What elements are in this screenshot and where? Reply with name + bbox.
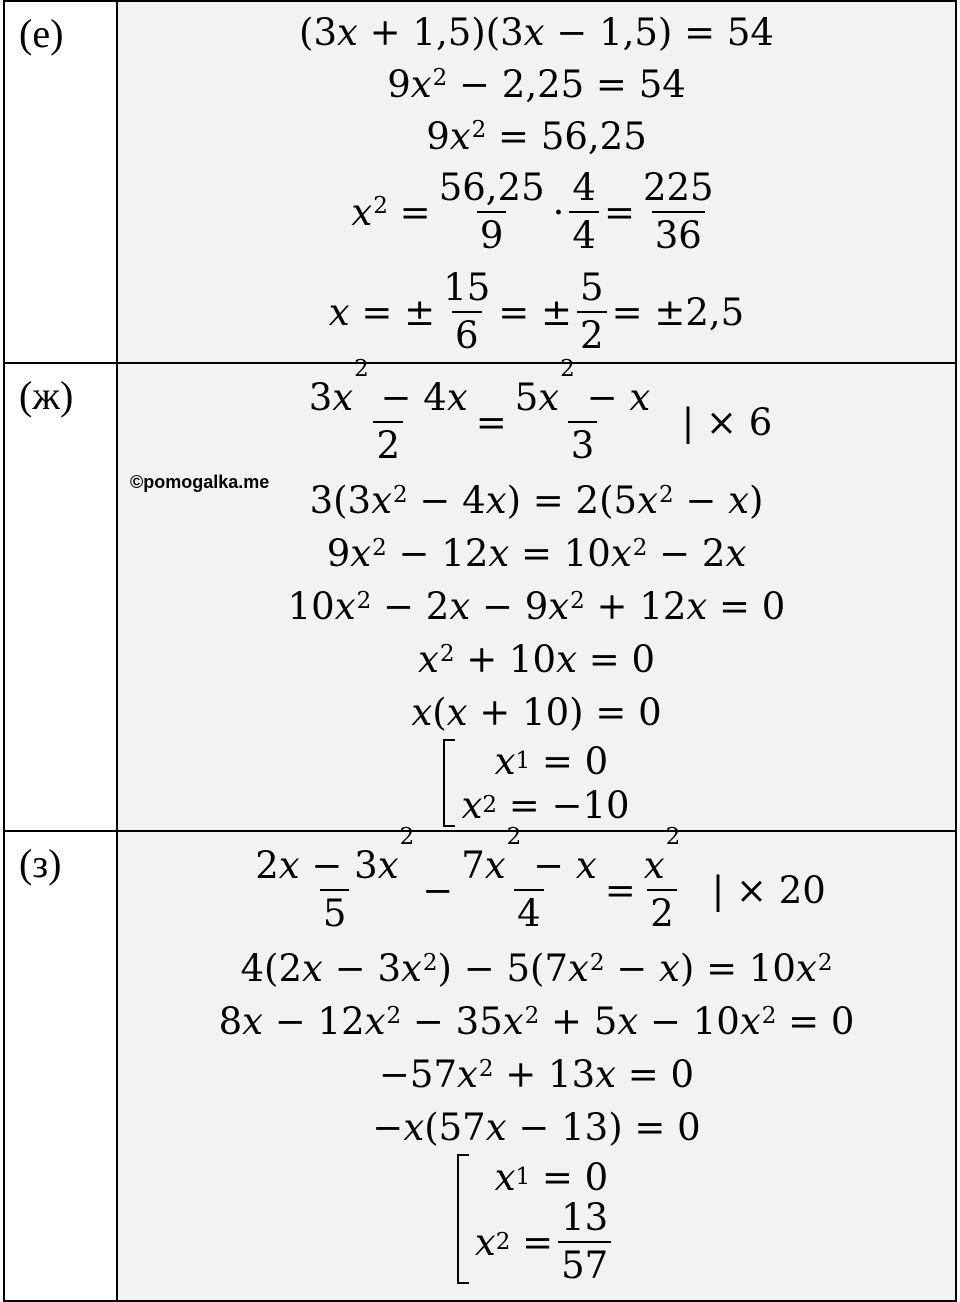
- eq-e-2: 9 x $^2$ − 2,25 = 54: [387, 62, 686, 106]
- eq-z-5: − x (57 x − 13) = 0: [372, 1106, 701, 1149]
- eq-zh-2: 3(3 x $^2$ − 4 x ) = 2(5 x $^2$ − x ): [309, 479, 764, 522]
- eq-e-5: x = ± $\frac{15}{6}$ = ± $\frac{5}{2}$ = ±2,5: [328, 266, 745, 357]
- root-zh-2: x 2 = −10: [461, 783, 630, 827]
- row-e: [4, 1, 956, 363]
- work-zh: [117, 356, 956, 831]
- eq-zh-4: 10 x $^2$ − 2 x − 9 x $^2$ + 12 x = 0: [287, 585, 786, 628]
- bracket-zh: [443, 739, 455, 827]
- row-zh: [4, 363, 956, 831]
- eq-z-2: 4(2 x − 3 x $^2$ ) − 5(7 x $^2$ − x ) = 10 x $^2$: [240, 947, 833, 990]
- eq-zh-1: $\frac{3x^2 - 4x}{2}$ = $\frac{5x^2 - x}{3}$ | × 6: [308, 356, 773, 467]
- solution-table: [3, 0, 957, 1302]
- eq-e-3: 9 x $^2$ = 56,25: [426, 114, 647, 158]
- row-label-z: (з): [4, 831, 117, 1301]
- bracket-z: [457, 1154, 469, 1284]
- work-e: [117, 1, 956, 363]
- root-z-1: x 1 = 0: [494, 1155, 609, 1199]
- eq-zh-5: x $^2$ + 10 x = 0: [417, 638, 656, 681]
- root-z-2: x 2 = $\frac{13}{57}$: [475, 1200, 616, 1284]
- eq-e-1: (3 x + 1,5)(3 x − 1,5) = 54: [299, 10, 774, 54]
- eq-z-3: 8 x − 12 x $^2$ − 35 x $^2$ + 5 x − 10 x $^2$ = 0: [218, 1000, 855, 1043]
- system-z: [457, 1154, 616, 1287]
- row-label-zh: (ж): [4, 363, 117, 831]
- root-zh-1: x 1 = 0: [494, 739, 609, 783]
- eq-zh-3: 9 x $^2$ − 12 x = 10 x $^2$ − 2 x: [326, 532, 747, 575]
- watermark: ©pomogalka.me: [130, 472, 270, 492]
- system-zh: [443, 739, 629, 827]
- row-z: [4, 831, 956, 1301]
- eq-zh-6: x ( x + 10) = 0: [411, 691, 662, 734]
- work-z: [117, 824, 956, 1301]
- row-label-e: (е): [4, 1, 117, 363]
- eq-z-1: $\frac{2x - 3x^2}{5}$ − $\frac{7x^2 - x}{4}$ = $\frac{x^2}{2}$ | × 20: [255, 824, 826, 935]
- eq-z-4: −57 x $^2$ + 13 x = 0: [378, 1053, 695, 1096]
- eq-e-4: x $^2$ = $\frac{56,25}{9}$ · $\frac{4}{4}$ = $\frac{225}{36}$: [351, 166, 714, 257]
